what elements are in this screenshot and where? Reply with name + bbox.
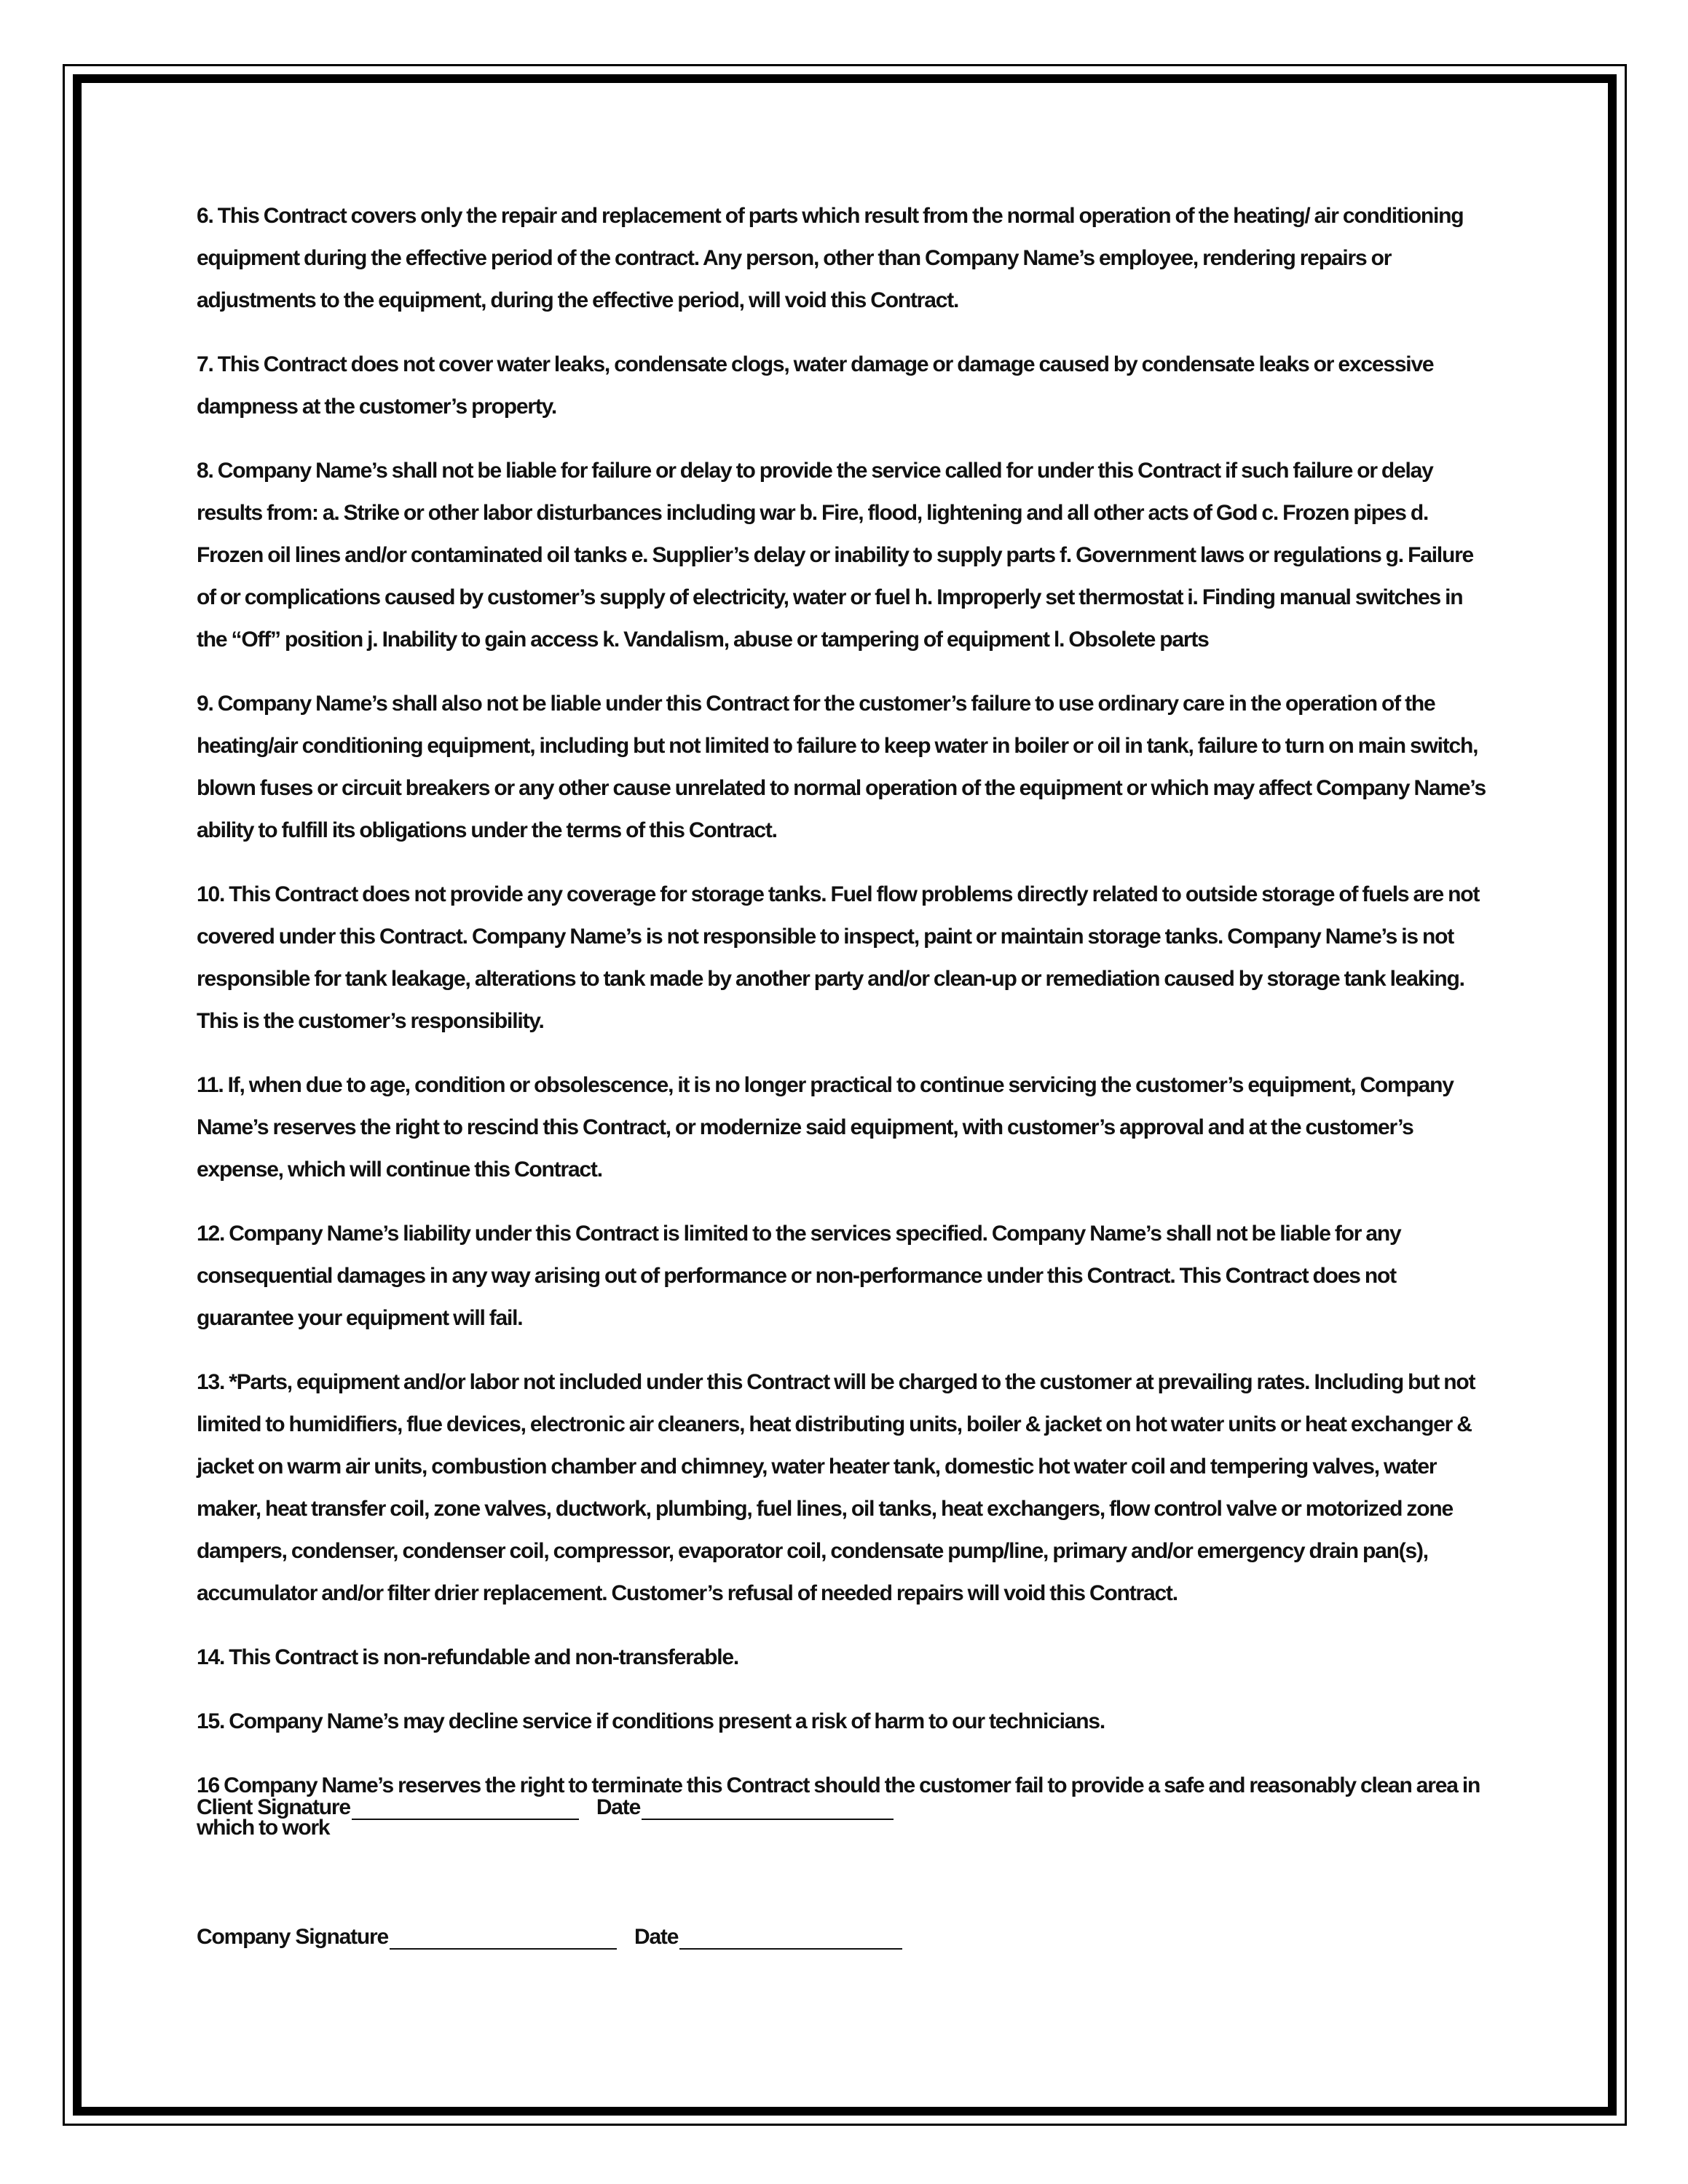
client-date-label: Date <box>596 1795 641 1819</box>
company-date-line[interactable] <box>679 1926 902 1950</box>
company-date-label: Date <box>634 1925 679 1949</box>
client-signature-label: Client Signature <box>197 1795 350 1819</box>
client-date-line[interactable] <box>642 1797 894 1820</box>
clause-16: 16 Company Name’s reserves the right to terminate this Contract should the customer fail to provide a safe and reasonably clean area in which to work <box>197 1773 1480 1840</box>
clause-12: 12. Company Name’s liability under this Contract is limited to the services specified. Company Name’s shall not be liable for any consequential damages in any way arising out of performance or non-performance under this Contract. This Contract does not guarantee your equipment will fail. <box>197 1222 1401 1330</box>
clause-15: 15. Company Name’s may decline service if conditions present a risk of harm to our technicians. <box>197 1709 1105 1733</box>
clause-7: 7. This Contract does not cover water leaks, condensate clogs, water damage or damage caused by condensate leaks or excessive dampness at the customer’s property. <box>197 352 1434 419</box>
contract-clauses <box>197 195 1493 1871</box>
clause-11: 11. If, when due to age, condition or obsolescence, it is no longer practical to continue servicing the customer’s equipment, Company Name’s reserves the right to rescind this Contract, or modernize said equipment, with customer’s approval and at the customer’s expense, which will continue this Contract. <box>197 1073 1454 1182</box>
signature-block <box>197 1784 1216 1950</box>
clause-13: 13. *Parts, equipment and/or labor not included under this Contract will be charged to the customer at prevailing rates. Including but not limited to humidifiers, flue devices, electronic air cleaners, heat distributing units, boiler & jacket on hot water units or heat exchanger & jacket on warm air units, combustion chamber and chimney, water heater tank, domestic hot water coil and tempering valves, water maker, heat transfer coil, zone valves, ductwork, plumbing, fuel lines, oil tanks, heat exchangers, flow control valve or motorized zone dampers, condenser, condenser coil, compressor, evaporator coil, condensate pump/line, primary and/or emergency drain pan(s), accumulator and/or filter drier replacement. Customer’s refusal of needed repairs will void this Contract. <box>197 1370 1475 1605</box>
company-signature-label: Company Signature <box>197 1925 388 1949</box>
company-signature-line[interactable] <box>390 1926 617 1950</box>
clause-9: 9. Company Name’s shall also not be liable under this Contract for the customer’s failure to use ordinary care in the operation of the heating/air conditioning equipment, including but not limited to failure to keep water in boiler or oil in tank, failure to turn on main switch, blown fuses or circuit breakers or any other cause unrelated to normal operation of the equipment or which may affect Company Name’s ability to fulfill its obligations under the terms of this Contract. <box>197 692 1486 842</box>
clause-8: 8. Company Name’s shall not be liable for failure or delay to provide the service called for under this Contract if such failure or delay results from: a. Strike or other labor disturbances including war b. Fire, flood, lightening and all other acts of God c. Frozen pipes d. Frozen oil lines and/or contaminated oil tanks e. Supplier’s delay or inability to supply parts f. Government laws or regulations g. Failure of or complications caused by customer’s supply of electricity, water or fuel h. Improperly set thermostat i. Finding manual switches in the “Off” position j. Inability to gain access k. Vandalism, abuse or tampering of equipment l. Obsolete parts <box>197 459 1474 652</box>
clause-10: 10. This Contract does not provide any coverage for storage tanks. Fuel flow problems directly related to outside storage of fuels are not covered under this Contract. Company Name’s is not responsible to inspect, paint or maintain storage tanks. Company Name’s is not responsible for tank leakage, alterations to tank made by another party and/or clean-up or remediation caused by storage tank leaking. This is the customer’s responsibility. <box>197 882 1480 1033</box>
clause-6: 6. This Contract covers only the repair and replacement of parts which result from the normal operation of the heating/ air conditioning equipment during the effective period of the contract. Any person, other than Company Name’s employee, rendering repairs or adjustments to the equipment, during the effective period, will void this Contract. <box>197 204 1464 312</box>
client-signature-line[interactable] <box>352 1797 579 1820</box>
clause-14: 14. This Contract is non-refundable and non-transferable. <box>197 1645 739 1669</box>
client-signature-row <box>197 1784 1216 1820</box>
company-signature-row <box>197 1913 1216 1950</box>
